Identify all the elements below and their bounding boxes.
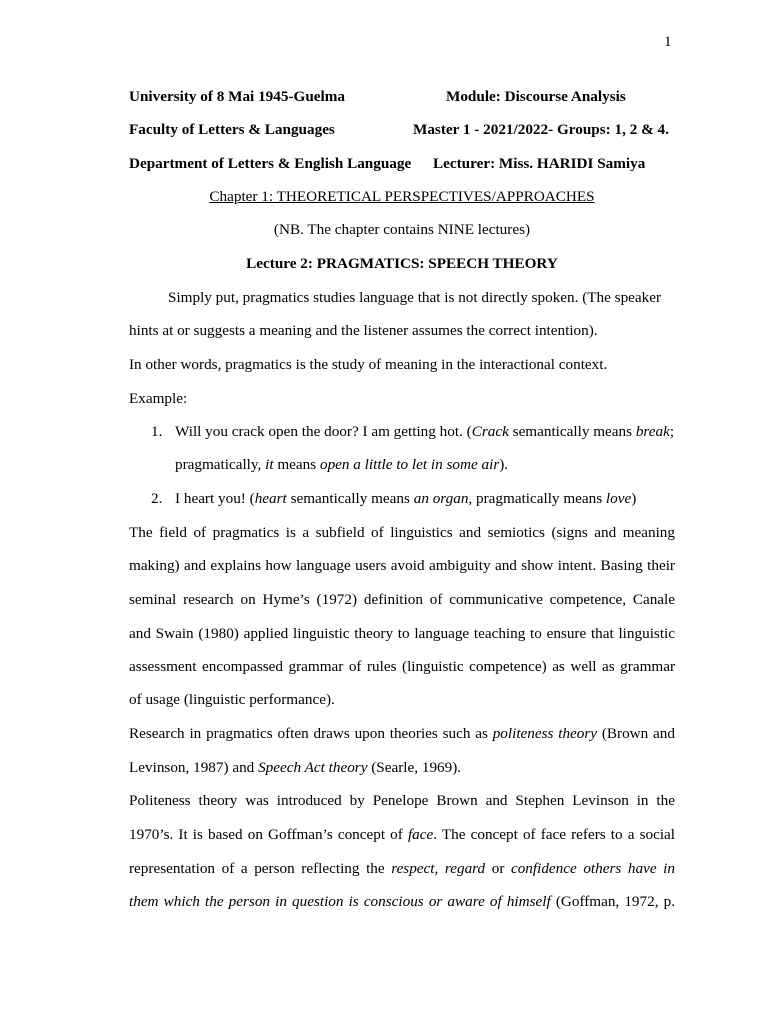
- text-line: 1970’s. It is based on Goffman’s concept of face. The concept of face refers to a social: [129, 826, 675, 843]
- intro-line-1: Simply put, pragmatics studies language that is not directly spoken. (The speaker: [168, 289, 662, 306]
- text-line: Levinson, 1987) and Speech Act theory (Searle, 1969).: [129, 759, 462, 776]
- example-label: Example:: [129, 390, 188, 407]
- lecture-title: Lecture 2: PRAGMATICS: SPEECH THEORY: [246, 255, 558, 272]
- text-line: them which the person in question is conscious or aware of himself (Goffman, 1972, p.: [129, 893, 675, 910]
- text-line: and Swain (1980) applied linguistic theory to language teaching to ensure that linguistic: [129, 625, 675, 642]
- lecturer-name: Lecturer: Miss. HARIDI Samiya: [433, 155, 646, 172]
- intro-line-2: hints at or suggests a meaning and the listener assumes the correct intention).: [129, 322, 598, 339]
- text-line: seminal research on Hyme’s (1972) definition of communicative competence, Canale: [129, 591, 675, 608]
- chapter-title: Chapter 1: THEORETICAL PERSPECTIVES/APPROACHES: [209, 188, 595, 205]
- text-line: assessment encompassed grammar of rules (linguistic competence) as well as grammar: [129, 658, 675, 675]
- master-groups: Master 1 - 2021/2022- Groups: 1, 2 & 4.: [413, 121, 669, 138]
- text-line: making) and explains how language users avoid ambiguity and show intent. Basing their: [129, 557, 675, 574]
- text-line: Research in pragmatics often draws upon theories such as politeness theory (Brown and: [129, 725, 675, 742]
- faculty-name: Faculty of Letters & Languages: [129, 121, 335, 138]
- text-line: The field of pragmatics is a subfield of linguistics and semiotics (signs and meaning: [129, 524, 675, 541]
- list-item: I heart you! (heart semantically means an organ, pragmatically means love): [175, 490, 637, 507]
- intro-line-3: In other words, pragmatics is the study of meaning in the interactional context.: [129, 356, 608, 373]
- list-item-number: 2.: [151, 490, 163, 507]
- department-name: Department of Letters & English Language: [129, 155, 412, 172]
- module-name: Module: Discourse Analysis: [446, 88, 626, 105]
- list-item-continuation: pragmatically, it means open a little to let in some air).: [175, 456, 509, 473]
- text-line: representation of a person reflecting the respect, regard or confidence others have in: [129, 860, 675, 877]
- text-line: of usage (linguistic performance).: [129, 691, 335, 708]
- text-line: Politeness theory was introduced by Penelope Brown and Stephen Levinson in the: [129, 792, 675, 809]
- list-item-number: 1.: [151, 423, 163, 440]
- university-name: University of 8 Mai 1945-Guelma: [129, 88, 345, 105]
- chapter-note: (NB. The chapter contains NINE lectures): [273, 221, 531, 238]
- page-number: 1: [664, 33, 672, 50]
- list-item: Will you crack open the door? I am getting hot. (Crack semantically means break;: [175, 423, 675, 440]
